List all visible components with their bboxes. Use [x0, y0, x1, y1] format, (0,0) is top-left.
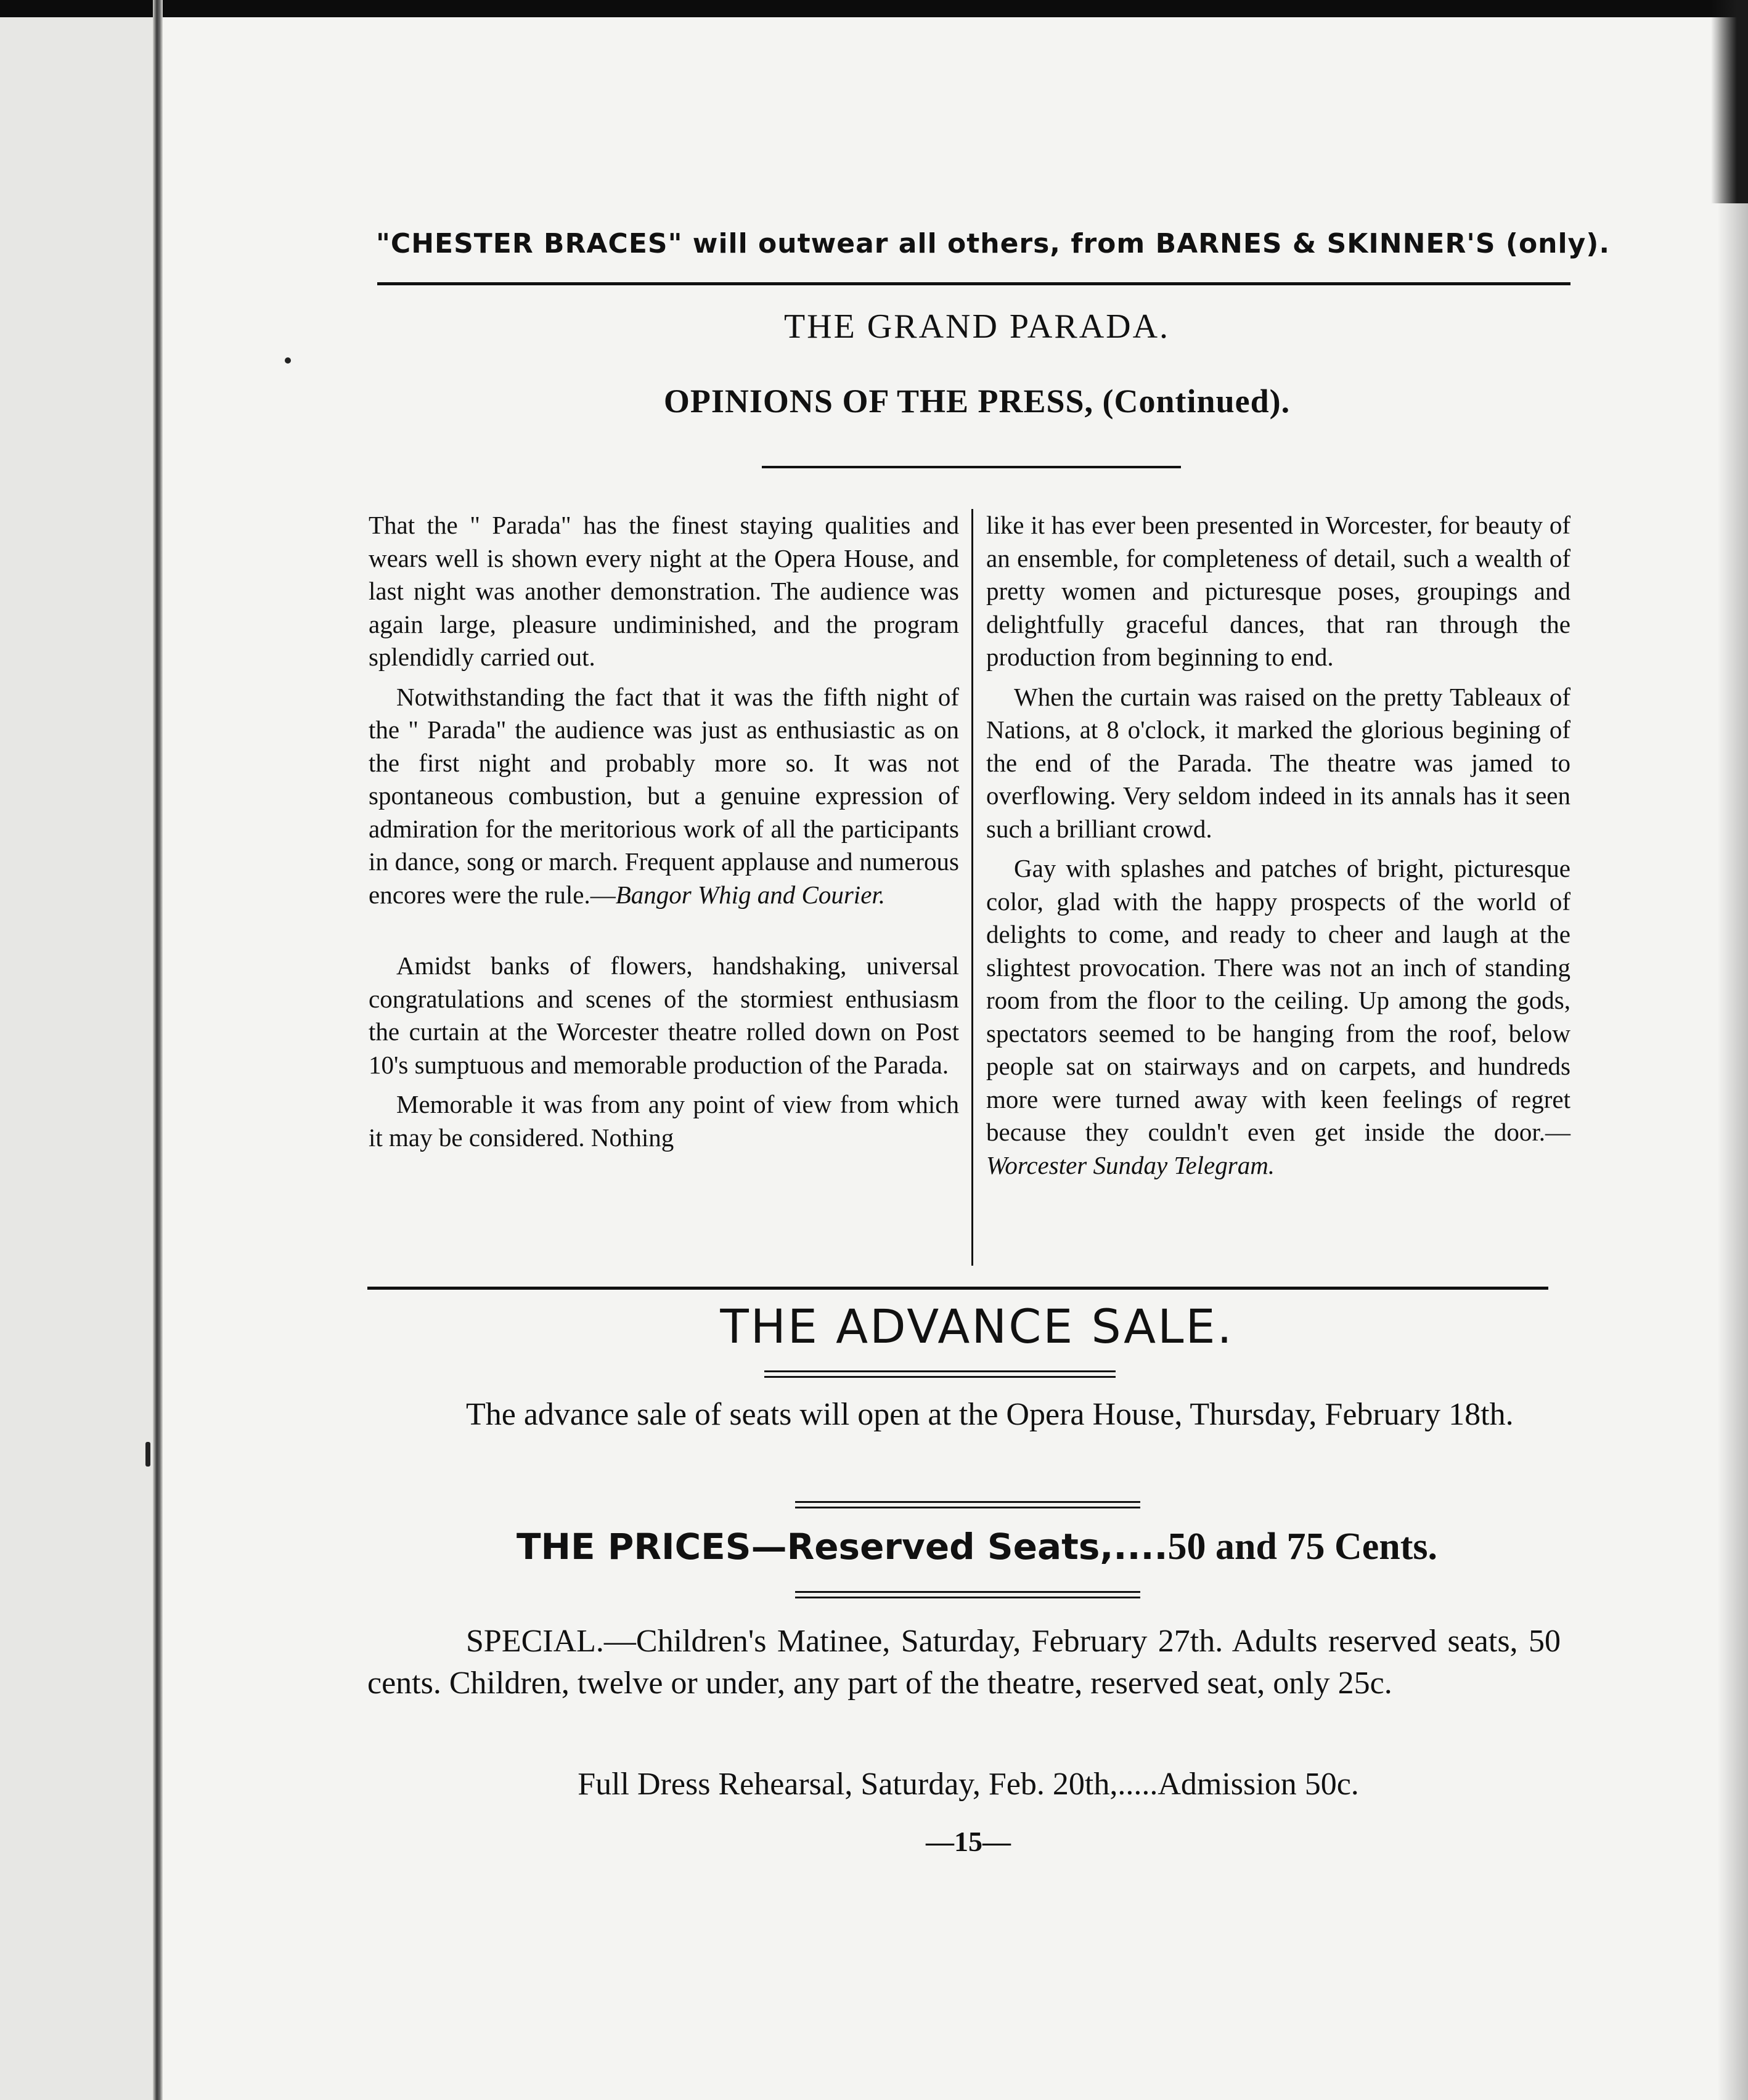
binding-gutter	[153, 0, 163, 2100]
page-title: THE GRAND PARADA.	[783, 307, 1170, 346]
section-rule	[367, 1287, 1548, 1290]
column-divider	[971, 509, 973, 1266]
prices-label: THE PRICES—Reserved Seats,....	[516, 1526, 1168, 1568]
page-subtitle: OPINIONS OF THE PRESS, (Continued).	[663, 383, 1291, 420]
prices-double-rule-bottom	[795, 1591, 1140, 1598]
right-paragraph-1: like it has ever been presented in Worcester, for beauty of an ensemble, for completeness of detail, such a wealth of pretty women and picturesque poses, groupings and delightfully graceful dances, that ran through the production from beginning to end.	[986, 511, 1570, 671]
right-paragraph-3-text: Gay with splashes and patches of bright, picturesque color, glad with the happy prospects of the world of delights to come, and ready to cheer and laugh at the slightest provocation. There was not an inch of standing room from the floor to the ceiling. Up among the gods, spectators seemed to be hanging from the roof, below people sat on stairways and on carpets, and hundreds more were turned away with keen feelings of regret because they couldn't even get inside the door.—	[986, 854, 1570, 1146]
advance-sale-text	[367, 1394, 1561, 1436]
prices-double-rule-top	[795, 1501, 1140, 1508]
heading-double-rule	[764, 1370, 1116, 1378]
left-paragraph-2	[369, 681, 959, 912]
left-paragraph-4: Memorable it was from any point of view from which it may be considered. Nothing	[369, 1090, 959, 1152]
ink-speck	[285, 357, 291, 364]
page-edge-shadow	[1717, 17, 1748, 2100]
title-rule	[762, 466, 1181, 468]
ink-speck	[145, 1442, 150, 1467]
page-corner-shadow	[1711, 0, 1748, 203]
header-rule	[377, 282, 1570, 285]
advance-sale-paragraph: The advance sale of seats will open at the Opera House, Thursday, February 18th.	[466, 1397, 1514, 1432]
page-top-edge	[0, 0, 1748, 17]
press-source: Worcester Sunday Telegram.	[986, 1150, 1275, 1179]
rehearsal-line: Full Dress Rehearsal, Saturday, Feb. 20th,.....Admission 50c.	[578, 1767, 1359, 1802]
special-paragraph: SPECIAL.—Children's Matinee, Saturday, February 27th. Adults reserved seats, 50 cents. Children, twelve or under, any part of the theatre, reserved seat, only 25c.	[367, 1624, 1561, 1701]
special-matinee-text	[367, 1621, 1561, 1704]
facing-page-strip	[0, 17, 161, 2100]
left-paragraph-1: That the " Parada" has the finest staying qualities and wears well is shown every night at the Opera House, and last night was another demonstration. The audience was again large, pleasure undiminished, and the program splendidly carried out.	[369, 511, 959, 671]
header-advertisement: "CHESTER BRACES" will outwear all others, from BARNES & SKINNER'S (only).	[376, 228, 1611, 259]
prices-line	[376, 1525, 1578, 1569]
page-number: —15—	[926, 1826, 1011, 1857]
left-column	[369, 509, 959, 1154]
left-paragraph-3: Amidst banks of flowers, handshaking, universal congratulations and scenes of the stormiest enthusiasm the curtain at the Worcester theatre rolled down on Post 10's sumptuous and memorable production of the Parada.	[369, 951, 959, 1079]
press-source: Bangor Whig and Courier.	[615, 880, 886, 909]
right-paragraph-2: When the curtain was raised on the pretty Tableaux of Nations, at 8 o'clock, it marked the glorious begining of the end of the Parada. The theatre was jamed to overflowing. Very seldom indeed in its annals has it seen such a brilliant crowd.	[986, 682, 1570, 843]
prices-values: 50 and 75 Cents.	[1167, 1526, 1438, 1568]
right-column	[986, 509, 1570, 1182]
left-paragraph-2-text: Notwithstanding the fact that it was the fifth night of the " Parada" the audience was just as enthusiastic as on the first night and probably more so. It was not spontaneous combustion, but a genuine expression of admiration for the meritorious work of all the participants in dance, song or march. Frequent applause and numerous encores were the rule.—	[369, 682, 959, 909]
right-paragraph-3	[986, 852, 1570, 1182]
advance-sale-heading: THE ADVANCE SALE.	[720, 1299, 1234, 1354]
